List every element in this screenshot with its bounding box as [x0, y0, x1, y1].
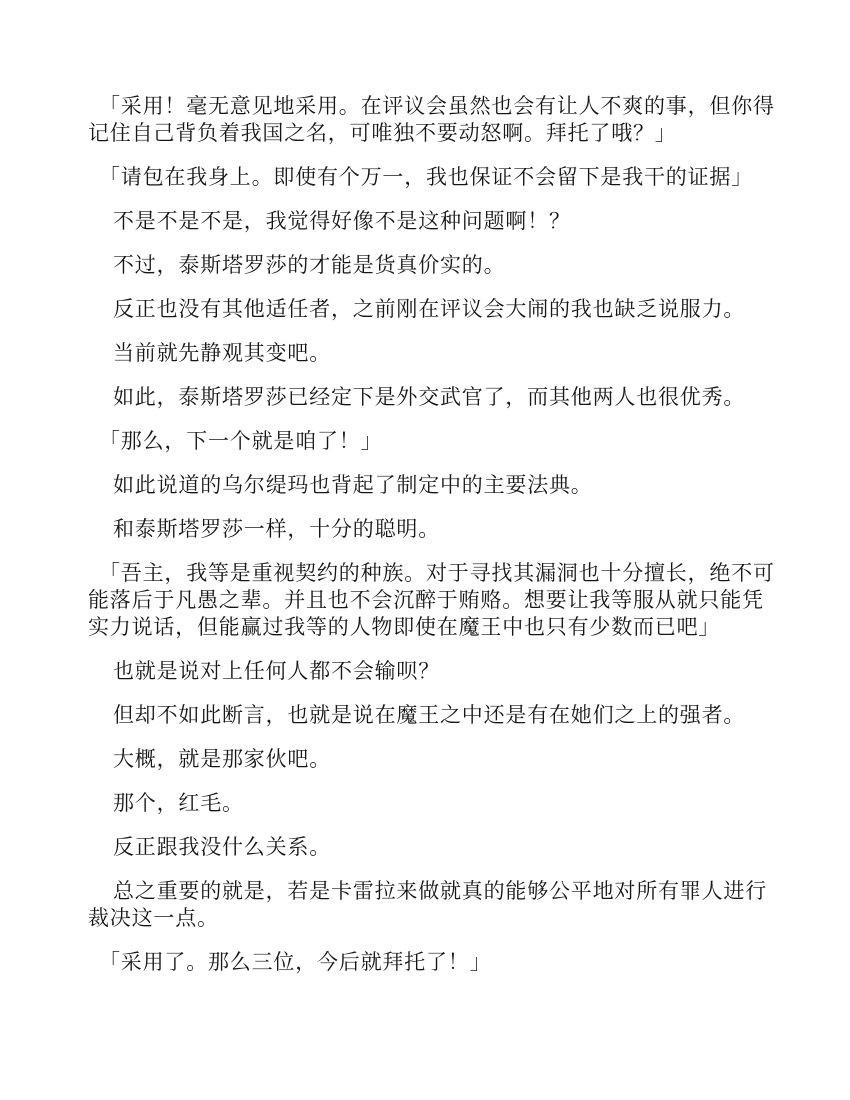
text-line: 那个，红毛。: [113, 791, 244, 815]
paragraph: [88, 702, 780, 729]
paragraph: [88, 208, 780, 235]
text-line: 但却不如此断言，也就是说在魔王之中还是有在她们之上的强者。: [113, 703, 746, 727]
text-line: 如此说道的乌尔缇玛也背起了制定中的主要法典。: [113, 473, 593, 497]
paragraph: [88, 472, 780, 499]
novel-text-body: [88, 93, 780, 993]
paragraph: [88, 340, 780, 367]
paragraph: [88, 949, 780, 976]
text-line: 不过，泰斯塔罗莎的才能是货真价实的。: [113, 253, 506, 277]
text-line: 总之重要的就是，若是卡雷拉来做就真的能够公平地对所有罪人进行: [113, 879, 767, 903]
paragraph: [88, 516, 780, 543]
paragraph: [88, 834, 780, 861]
paragraph: [88, 384, 780, 411]
paragraph: [88, 878, 780, 932]
paragraph: [88, 93, 780, 147]
text-line: 和泰斯塔罗莎一样，十分的聪明。: [113, 517, 440, 541]
text-line: 大概，就是那家伙吧。: [113, 747, 331, 771]
text-line: 裁决这一点。: [88, 906, 219, 930]
text-line: 「那么，下一个就是咱了！」: [99, 429, 383, 453]
text-line: 实力说话，但能赢过我等的人物即使在魔王中也只有少数而已吧」: [88, 615, 721, 639]
text-line: 也就是说对上任何人都不会输呗？: [113, 659, 440, 683]
text-line: 「吾主，我等是重视契约的种族。对于寻找其漏洞也十分擅长，绝不可: [99, 561, 775, 585]
text-line: 如此，泰斯塔罗莎已经定下是外交武官了，而其他两人也很优秀。: [113, 385, 746, 409]
text-line: 记住自己背负着我国之名，可唯独不要动怒啊。拜托了哦？」: [88, 121, 677, 145]
paragraph: [88, 252, 780, 279]
paragraph: [88, 296, 780, 323]
paragraph: [88, 164, 780, 191]
text-line: 当前就先静观其变吧。: [113, 341, 331, 365]
paragraph: [88, 790, 780, 817]
paragraph: [88, 428, 780, 455]
paragraph: [88, 658, 780, 685]
text-line: 不是不是不是，我觉得好像不是这种问题啊！？: [113, 209, 571, 233]
text-line: 「请包在我身上。即使有个万一，我也保证不会留下是我干的证据」: [99, 165, 753, 189]
text-line: 能落后于凡愚之辈。并且也不会沉醉于贿赂。想要让我等服从就只能凭: [88, 588, 764, 612]
text-line: 反正跟我没什么关系。: [113, 835, 331, 859]
text-line: 「采用！毫无意见地采用。在评议会虽然也会有让人不爽的事，但你得: [99, 94, 775, 118]
text-line: 「采用了。那么三位，今后就拜托了！」: [99, 950, 492, 974]
text-line: 反正也没有其他适任者，之前刚在评议会大闹的我也缺乏说服力。: [113, 297, 746, 321]
paragraph: [88, 560, 780, 641]
paragraph: [88, 746, 780, 773]
